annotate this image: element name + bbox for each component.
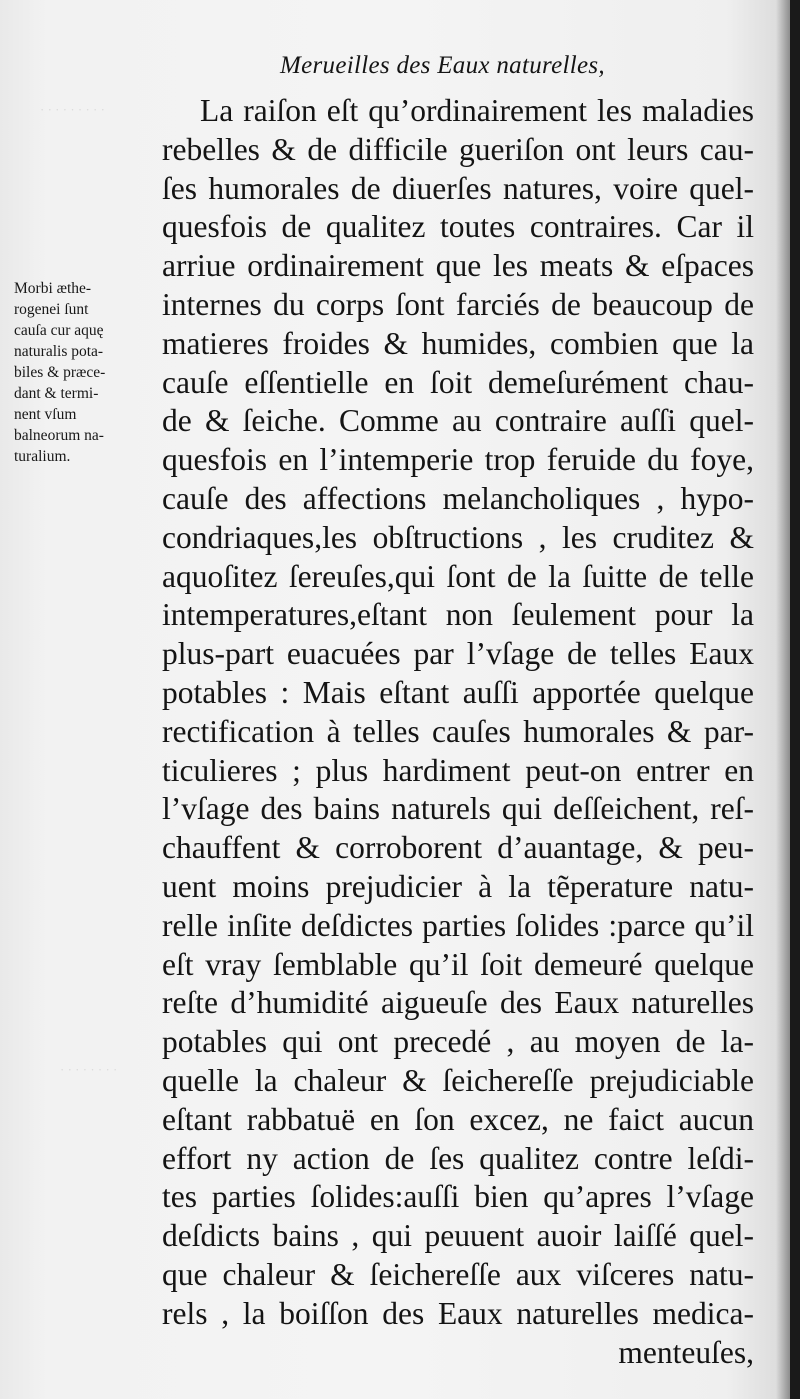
text-line: potables qui ont precedé , au moyen de la- (162, 1024, 754, 1060)
body-text (162, 92, 754, 1372)
text-line: ticulieres ; plus hardiment peut-on entrer en (162, 752, 754, 788)
text-line: quesfois en l’intemperie trop feruide du foye, (162, 442, 754, 478)
text-line: rels , la boiſſon des Eaux naturelles medica- (162, 1295, 754, 1331)
running-head: Merueilles des Eaux naturelles, (280, 52, 605, 79)
show-through-text: · · · · · · · · (60, 1062, 118, 1077)
text-line: cauſe des affections melancholiques , hypo- (162, 480, 754, 516)
marginal-note-line: balneorum na- (14, 427, 104, 444)
text-line: plus-part euacuées par l’vſage de telles Eaux (162, 636, 754, 672)
text-line: menteuſes, (618, 1334, 754, 1370)
page-edge (790, 0, 800, 1399)
text-line: cauſe eſſentielle en ſoit demeſurément chau- (162, 364, 754, 400)
text-line: quelle la chaleur & ſeichereſſe prejudiciable (162, 1062, 754, 1098)
text-line: matieres froides & humides, combien que la (162, 325, 754, 361)
marginal-note-line: cauſa cur aquę (14, 322, 104, 339)
marginal-note-line: biles & præce- (14, 364, 106, 381)
text-line: chauffent & corroborent d’auantage, & peu- (162, 830, 754, 866)
text-line: eſtant rabbatuë en ſon excez, ne faict aucun (162, 1101, 754, 1137)
text-line: potables : Mais eſtant auſſi apportée quelque (162, 674, 754, 710)
marginal-note-line: naturalis pota- (14, 343, 104, 360)
marginal-note-line: turalium. (14, 448, 71, 465)
text-line: reſte d’humidité aigueuſe des Eaux naturelles (162, 985, 754, 1021)
text-line: l’vſage des bains naturels qui deſſeichent, reſ- (162, 791, 754, 827)
marginal-note-line: dant & termi- (14, 385, 99, 402)
text-line: deſdicts bains , qui peuuent auoir laiſſé quel- (162, 1218, 754, 1254)
text-line: arriue ordinairement que les meats & eſpaces (162, 248, 754, 284)
text-line: tes parties ſolides:auſſi bien qu’apres l’vſage (162, 1179, 754, 1215)
text-line: rebelles & de difficile gueriſon ont leurs cau- (162, 131, 754, 167)
text-line: relle inſite deſdictes parties ſolides :parce qu’il (162, 907, 754, 943)
marginal-note-line: rogenei ſunt (14, 301, 89, 318)
marginal-note-line: nent vſum (14, 406, 77, 423)
text-line: rectification à telles cauſes humorales & par- (162, 713, 754, 749)
text-line: effort ny action de ſes qualitez contre leſdi- (162, 1140, 754, 1176)
text-line: intemperatures,eſtant non ſeulement pour la (162, 597, 754, 633)
text-line: quesfois de qualitez toutes contraires. Car il (162, 209, 754, 245)
text-line: que chaleur & ſeichereſſe aux viſceres natu- (162, 1256, 754, 1292)
text-line: condriaques,les obſtructions , les cruditez & (162, 519, 754, 555)
text-line: ſes humorales de diuerſes natures, voire quel- (162, 170, 754, 206)
text-line: aquoſitez ſereuſes,qui ſont de la ſuitte de telle (162, 558, 754, 594)
page-gutter-shadow (776, 0, 790, 1399)
marginal-note-line: Morbi æthe- (14, 280, 92, 297)
text-line: uent moins prejudicier à la tẽperature natu- (162, 868, 754, 904)
text-line: internes du corps ſont farciés de beaucoup de (162, 286, 754, 322)
text-line: La raiſon eſt qu’ordinairement les maladies (200, 93, 754, 128)
text-line: de & ſeiche. Comme au contraire auſſi quel- (162, 403, 754, 439)
show-through-text: · · · · · · · · · (40, 102, 105, 117)
marginal-note (14, 278, 164, 467)
text-line: eſt vray ſemblable qu’il ſoit demeuré quelque (162, 946, 754, 982)
